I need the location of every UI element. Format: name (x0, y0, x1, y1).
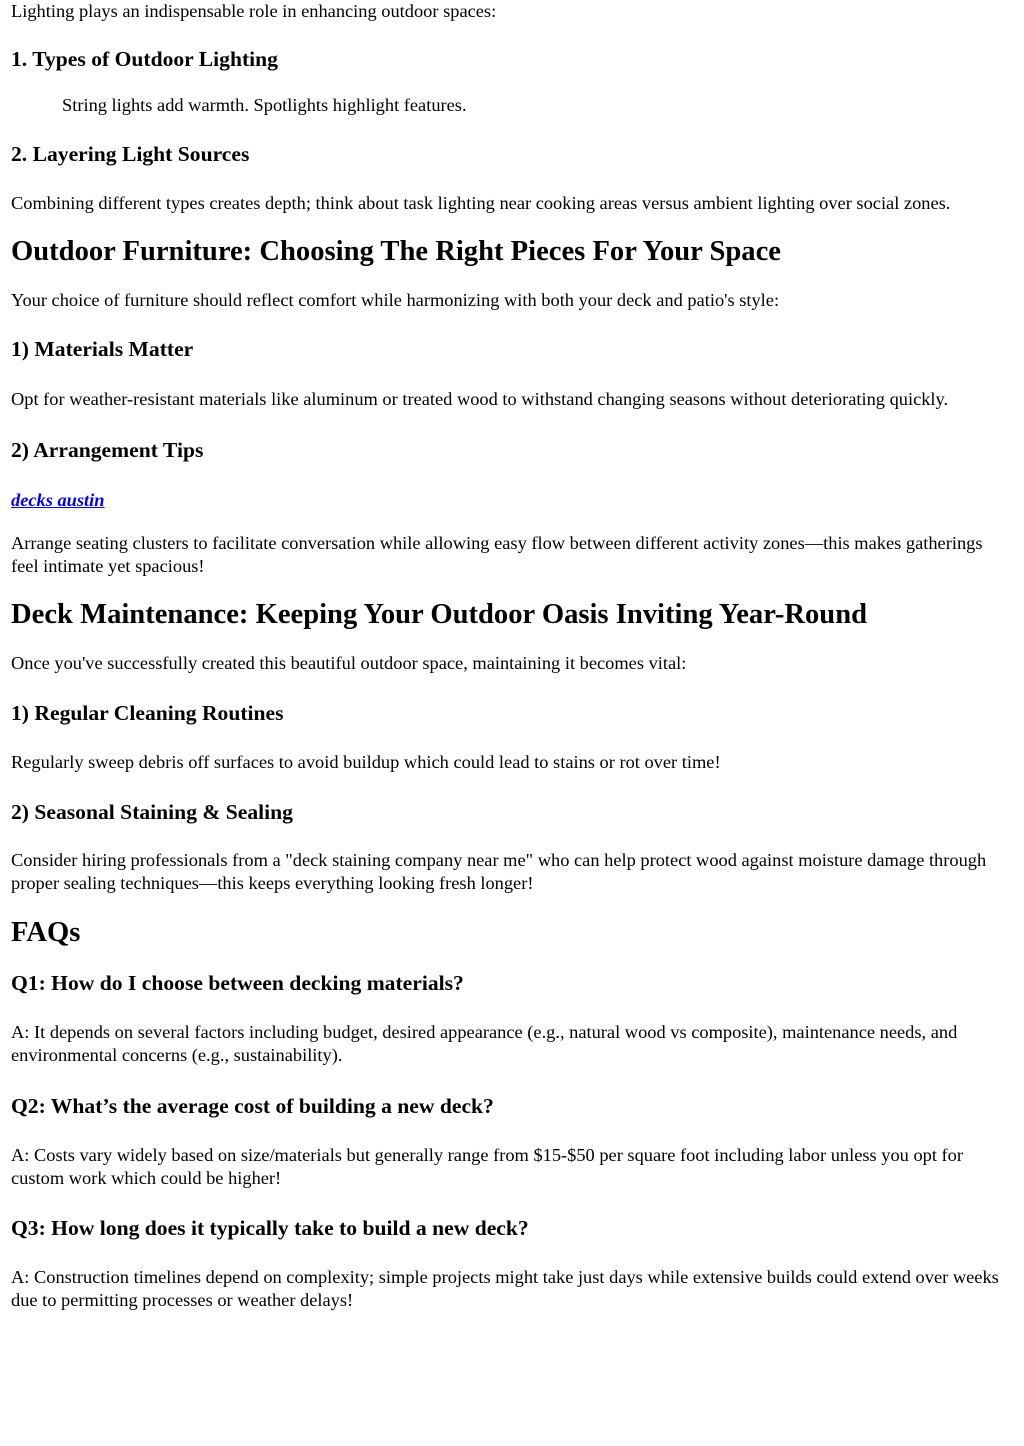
layering-text: Combining different types creates depth; think about task lighting near cooking areas versus ambient lighting over social zones. (11, 193, 951, 213)
lighting-types-heading: 1. Types of Outdoor Lighting (11, 47, 278, 71)
link-paragraph (11, 489, 1014, 512)
layering-heading: 2. Layering Light Sources (11, 142, 250, 166)
faq-question-1: Q1: How do I choose between decking materials? (11, 971, 464, 995)
furniture-heading: Outdoor Furniture: Choosing The Right Pieces For Your Space (11, 236, 781, 267)
staining-text: Consider hiring professionals from a "deck staining company near me" who can help protect wood against moisture damage through proper sealing techniques—this keeps everything looking fresh longer! (11, 850, 987, 893)
maintenance-heading: Deck Maintenance: Keeping Your Outdoor Oasis Inviting Year-Round (11, 599, 868, 630)
staining-heading: 2) Seasonal Staining & Sealing (11, 800, 293, 824)
faqs-heading: FAQs (11, 917, 81, 948)
faq-answer-2: A: Costs vary widely based on size/materials but generally range from $15-$50 per square foot including labor unless you opt for custom work which could be higher! (11, 1145, 963, 1188)
cleaning-text: Regularly sweep debris off surfaces to avoid buildup which could lead to stains or rot over time! (11, 752, 721, 772)
faq-answer-3: A: Construction timelines depend on complexity; simple projects might take just days while extensive builds could extend over weeks due to permitting processes or weather delays! (11, 1267, 999, 1310)
intro-paragraph: Lighting plays an indispensable role in enhancing outdoor spaces: (11, 1, 497, 21)
faq-question-2: Q2: What’s the average cost of building a new deck? (11, 1094, 494, 1118)
cleaning-heading: 1) Regular Cleaning Routines (11, 701, 284, 725)
furniture-intro: Your choice of furniture should reflect comfort while harmonizing with both your deck and patio's style: (11, 290, 780, 310)
arrangement-heading: 2) Arrangement Tips (11, 438, 204, 462)
faq-question-3: Q3: How long does it typically take to build a new deck? (11, 1216, 529, 1240)
maintenance-intro: Once you've successfully created this beautiful outdoor space, maintaining it becomes vital: (11, 653, 687, 673)
lighting-types-text: String lights add warmth. Spotlights highlight features. (62, 95, 467, 115)
materials-heading: 1) Materials Matter (11, 337, 194, 361)
decks-austin-link[interactable]: decks austin (11, 490, 105, 510)
arrangement-text: Arrange seating clusters to facilitate conversation while allowing easy flow between different activity zones—this makes gatherings feel intimate yet spacious! (11, 533, 983, 576)
materials-text: Opt for weather-resistant materials like aluminum or treated wood to withstand changing seasons without deteriorating quickly. (11, 389, 949, 409)
faq-answer-1: A: It depends on several factors including budget, desired appearance (e.g., natural wood vs composite), maintenance needs, and environmental concerns (e.g., sustainability). (11, 1022, 958, 1065)
